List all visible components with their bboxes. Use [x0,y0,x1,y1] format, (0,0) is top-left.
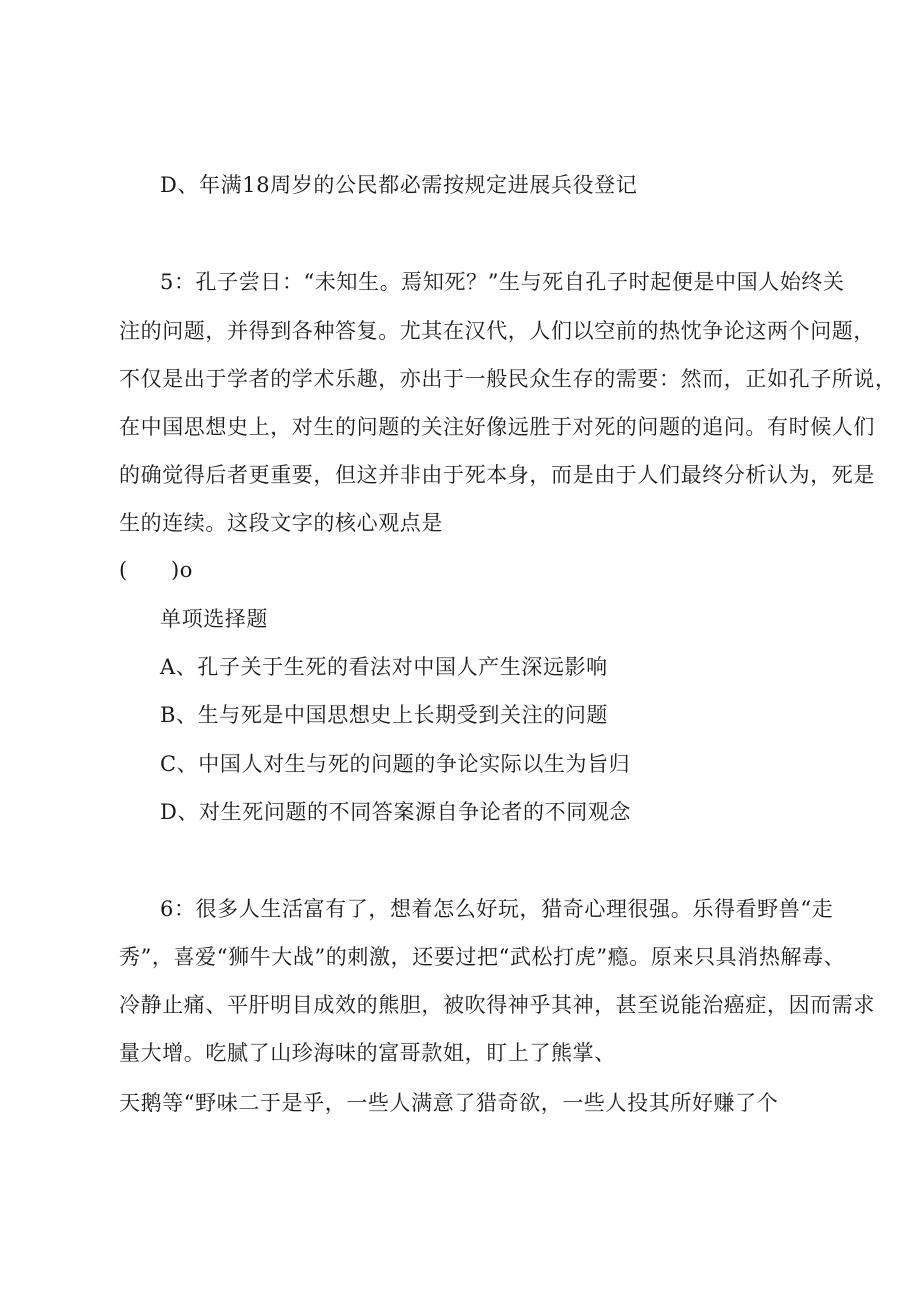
q5-option-a: A、孔子关于生死的看法对中国人产生深远影响 [160,655,608,679]
q6-stem-line: 天鹅等“野味二于是乎，一些人满意了猎奇欲，一些人投其所好赚了个 [119,1091,779,1115]
q6-stem-line: 量大增。吃腻了山珍海味的富哥款姐，盯上了熊掌、 [119,1041,616,1065]
q6-stem-line: 6：很多人生活富有了，想着怎么好玩，猎奇心理很强。乐得看野兽“走 [160,897,834,921]
q5-stem-line: 5：孔子尝日：“未知生。焉知死？”生与死自孔子时起便是中国人始终关 [160,270,845,294]
q5-stem-line: 不仅是出于学者的学术乐趣，亦出于一般民众生存的需要：然而，正如孔子所说， [119,367,897,391]
q5-stem-line: 的确觉得后者更重要，但这并非由于死本身，而是由于人们最终分析认为，死是 [119,463,875,487]
q5-option-c: C、中国人对生与死的问题的争论实际以生为旨归 [160,752,631,776]
q6-stem-line: 秀”，喜爱“狮牛大战”的刺激，还要过把“武松打虎”瘾。原来只具消热解毒、 [119,945,846,969]
q5-stem-line: 在中国思想史上，对生的问题的关注好像远胜于对死的问题的追问。有时候人们 [119,415,875,439]
q5-stem-line: 生的连续。这段文字的核心观点是 [119,511,443,535]
q5-stem-line: 注的问题，并得到各种答复。尤其在汉代，人们以空前的热忱争论这两个问题， [119,319,875,343]
q5-option-b: B、生与死是中国思想史上长期受到关注的问题 [160,703,609,727]
q5-answer-blank: ( )o [119,558,194,582]
question-type-label: 单项选择题 [160,607,268,631]
q6-stem-line: 冷静止痛、平肝明目成效的熊胆，被吹得神乎其神，甚至说能治癌症，因而需求 [119,993,875,1017]
q5-option-d: D、对生死问题的不同答案源自争论者的不同观念 [160,800,632,824]
prev-option-d: D、年满18周岁的公民都必需按规定进展兵役登记 [160,173,638,197]
